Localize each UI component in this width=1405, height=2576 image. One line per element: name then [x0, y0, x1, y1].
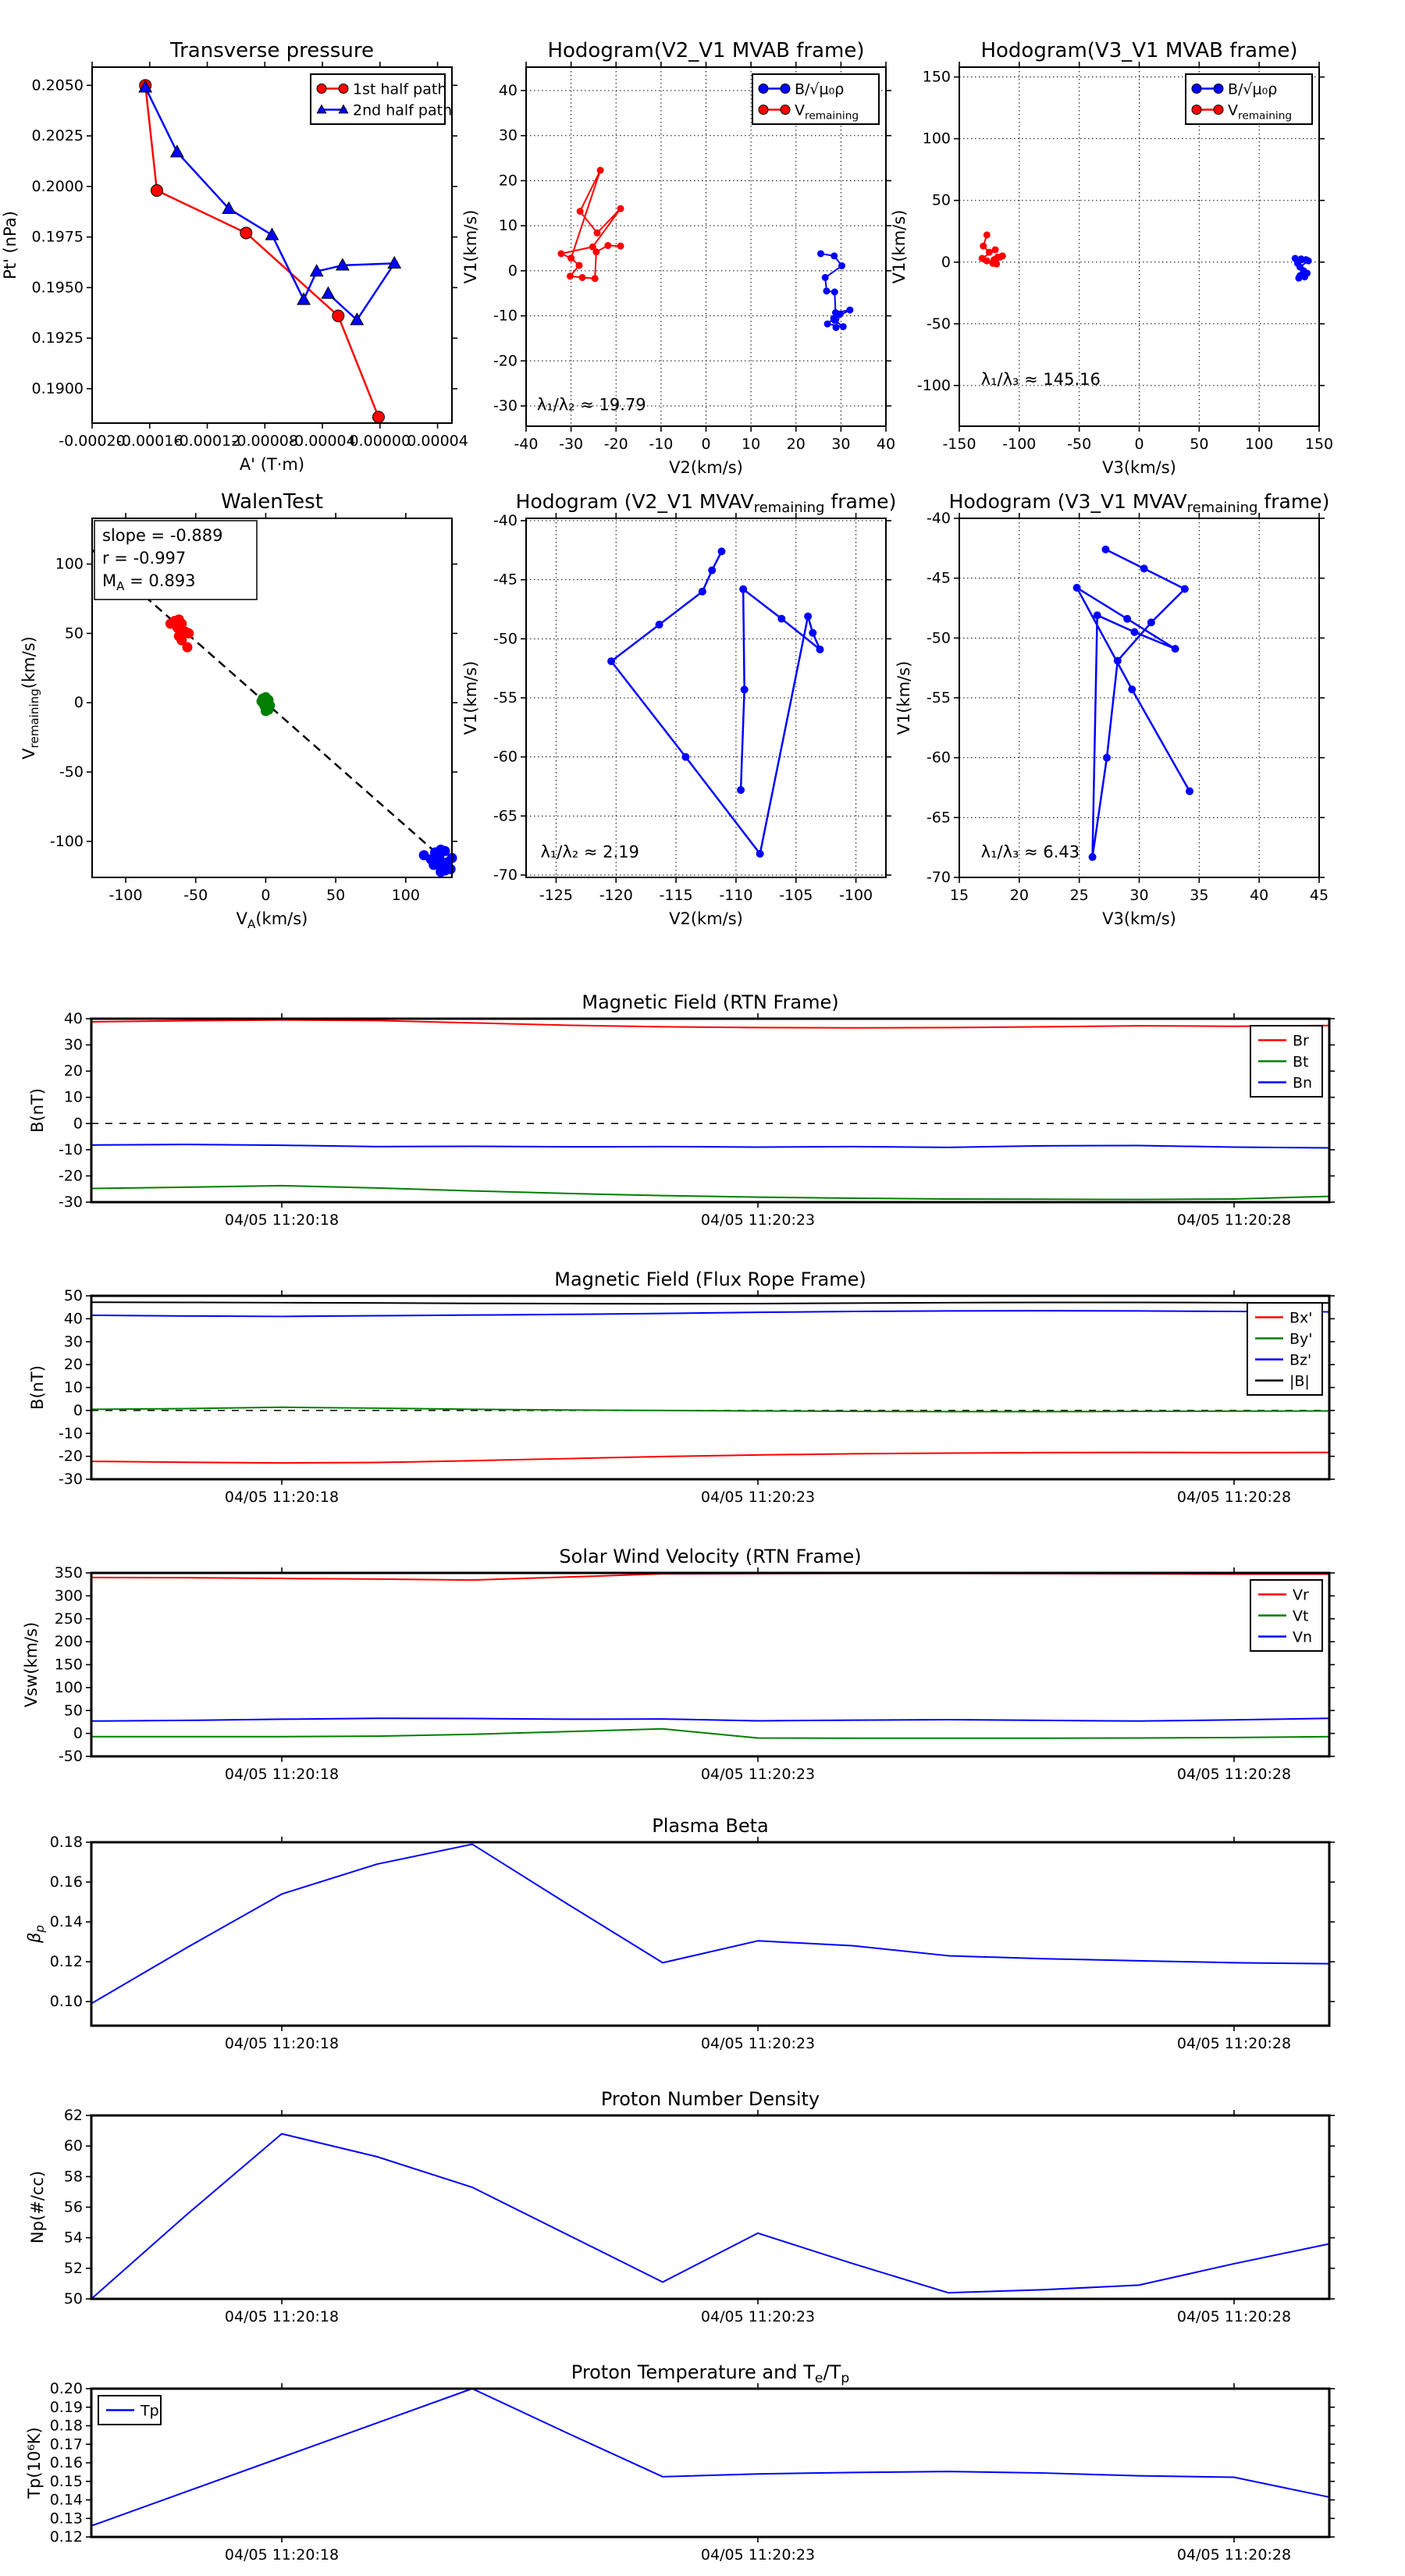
svg-text:04/05 11:20:23: 04/05 11:20:23: [700, 2035, 816, 2052]
svg-text:-0.00016: -0.00016: [116, 432, 183, 450]
chart-proton-temperature: [25, 2361, 1329, 2564]
svg-text:2nd half path: 2nd half path: [353, 101, 453, 119]
proton-number-density-svg: [28, 2088, 1329, 2325]
svg-text:100: 100: [1245, 436, 1274, 453]
svg-text:-0.00012: -0.00012: [173, 432, 241, 450]
svg-text:slope = -0.889: slope = -0.889: [102, 526, 223, 545]
svg-text:40: 40: [498, 82, 518, 100]
svg-text:52: 52: [63, 2259, 83, 2277]
svg-text:0: 0: [701, 436, 711, 453]
svg-text:-100: -100: [1002, 436, 1037, 453]
svg-text:0.1925: 0.1925: [31, 329, 84, 347]
svg-text:-0.00020: -0.00020: [59, 432, 126, 450]
svg-text:30: 30: [1129, 887, 1149, 904]
svg-text:-115: -115: [659, 887, 693, 904]
svg-text:-10: -10: [58, 1140, 83, 1158]
svg-text:04/05 11:20:23: 04/05 11:20:23: [700, 2308, 816, 2325]
svg-text:0.19: 0.19: [49, 2398, 83, 2416]
walen-test-svg: [20, 490, 452, 931]
svg-text:04/05 11:20:18: 04/05 11:20:18: [224, 1489, 340, 1506]
svg-text:-0.00004: -0.00004: [289, 432, 356, 450]
svg-text:0.18: 0.18: [49, 1834, 83, 1851]
svg-text:0.14: 0.14: [49, 1913, 83, 1931]
svg-text:Magnetic Field (Flux Rope Fram: Magnetic Field (Flux Rope Frame): [554, 1268, 866, 1290]
svg-text:-60: -60: [493, 748, 518, 766]
svg-text:60: 60: [63, 2137, 83, 2155]
svg-text:|B|: |B|: [1289, 1372, 1310, 1390]
svg-text:0.20: 0.20: [49, 2380, 83, 2397]
svg-text:Plasma Beta: Plasma Beta: [652, 1815, 769, 1837]
svg-text:50: 50: [1190, 436, 1209, 453]
svg-text:λ₁/λ₂ ≈ 19.79: λ₁/λ₂ ≈ 19.79: [536, 395, 646, 415]
svg-text:0.1975: 0.1975: [31, 228, 84, 246]
svg-text:V2(km/s): V2(km/s): [669, 909, 743, 928]
svg-text:-10: -10: [58, 1425, 83, 1443]
svg-text:1st half path: 1st half path: [353, 80, 447, 98]
svg-text:0.1900: 0.1900: [31, 379, 84, 397]
svg-text:04/05 11:20:28: 04/05 11:20:28: [1176, 2308, 1292, 2325]
svg-text:-30: -30: [493, 397, 518, 415]
svg-text:0.2000: 0.2000: [31, 177, 84, 195]
svg-text:Vt: Vt: [1293, 1607, 1309, 1625]
svg-text:0.10: 0.10: [49, 1993, 83, 2011]
svg-text:-55: -55: [926, 689, 951, 706]
svg-text:-110: -110: [719, 887, 753, 904]
svg-text:-65: -65: [493, 807, 518, 825]
svg-text:By': By': [1289, 1330, 1313, 1348]
svg-text:10: 10: [63, 1379, 83, 1397]
svg-text:-105: -105: [779, 887, 813, 904]
svg-text:Hodogram(V3_V1 MVAB frame): Hodogram(V3_V1 MVAB frame): [980, 39, 1298, 62]
svg-text:-55: -55: [493, 689, 518, 706]
svg-text:50: 50: [326, 887, 346, 904]
svg-text:B/√μ₀ρ: B/√μ₀ρ: [795, 80, 845, 98]
svg-text:-65: -65: [926, 809, 951, 827]
svg-text:30: 30: [63, 1036, 83, 1054]
svg-text:30: 30: [498, 126, 518, 144]
svg-text:λ₁/λ₂ ≈ 2.19: λ₁/λ₂ ≈ 2.19: [540, 842, 639, 862]
svg-text:B(nT): B(nT): [28, 1088, 47, 1133]
svg-text:0: 0: [1134, 436, 1144, 453]
svg-text:40: 40: [63, 1010, 83, 1027]
svg-text:A' (T·m): A' (T·m): [239, 455, 305, 474]
svg-text:0: 0: [73, 694, 84, 712]
svg-text:Hodogram (V3_V1 MVAVremaining: Hodogram (V3_V1 $MVAV_{remaining}$ frame): [948, 490, 1330, 516]
svg-text:Hodogram(V2_V1 MVAB frame): Hodogram(V2_V1 MVAB frame): [547, 39, 865, 62]
svg-text:0: 0: [73, 1401, 83, 1419]
svg-text:30: 30: [831, 436, 851, 453]
svg-text:54: 54: [63, 2229, 83, 2247]
svg-text:50: 50: [63, 1287, 83, 1304]
svg-text:V2(km/s): V2(km/s): [669, 458, 743, 477]
svg-text:Bx': Bx': [1289, 1309, 1313, 1327]
svg-text:-0.00008: -0.00008: [231, 432, 298, 450]
svg-text:50: 50: [931, 191, 951, 209]
svg-text:-20: -20: [493, 352, 518, 370]
svg-text:B(nT): B(nT): [28, 1365, 47, 1410]
svg-text:r = -0.997: r = -0.997: [102, 549, 187, 568]
hodogram-v2v1-mvab-svg: [461, 39, 896, 477]
svg-text:-120: -120: [599, 887, 633, 904]
svg-text:-45: -45: [493, 571, 518, 589]
svg-text:Vremaining: $V_{remaining}$: [795, 101, 859, 123]
svg-text:Hodogram (V2_V1 MVAVremaining: Hodogram (V2_V1 $MVAV_{remaining}$ frame): [515, 490, 897, 516]
svg-text:350: 350: [54, 1564, 83, 1582]
svg-text:40: 40: [63, 1310, 83, 1328]
svg-text:Vsw(km/s): Vsw(km/s): [22, 1621, 41, 1708]
svg-text:Proton Number Density: Proton Number Density: [600, 2088, 820, 2110]
svg-text:Magnetic Field (RTN Frame): Magnetic Field (RTN Frame): [582, 991, 839, 1013]
svg-text:-60: -60: [926, 749, 951, 767]
svg-text:Vremaining: $V_{remaining}$: [1228, 101, 1293, 123]
svg-text:Solar Wind Velocity (RTN Frame: Solar Wind Velocity (RTN Frame): [559, 1546, 862, 1567]
svg-text:-40: -40: [926, 510, 951, 527]
svg-text:V3(km/s): V3(km/s): [1102, 909, 1176, 928]
svg-text:-30: -30: [58, 1194, 83, 1211]
svg-text:04/05 11:20:28: 04/05 11:20:28: [1176, 2035, 1292, 2052]
svg-text:B/√μ₀ρ: B/√μ₀ρ: [1228, 80, 1278, 98]
svg-text:-40: -40: [493, 512, 518, 530]
svg-text:100: 100: [54, 1678, 83, 1696]
svg-text:0.17: 0.17: [49, 2435, 83, 2453]
svg-text:0: 0: [507, 262, 518, 279]
magnetic-field-rtn-svg: [28, 991, 1329, 1229]
svg-text:-70: -70: [493, 866, 518, 884]
svg-text:04/05 11:20:28: 04/05 11:20:28: [1176, 1766, 1292, 1783]
svg-text:50: 50: [64, 624, 84, 642]
svg-text:-30: -30: [559, 436, 584, 453]
chart-hodogram-v3v1-mvav: [895, 490, 1330, 928]
svg-text:-100: -100: [108, 887, 143, 904]
svg-text:40: 40: [1250, 887, 1269, 904]
chart-magnetic-field-rtn: [28, 991, 1329, 1229]
svg-text:10: 10: [742, 436, 761, 453]
svg-text:04/05 11:20:28: 04/05 11:20:28: [1176, 1489, 1292, 1506]
svg-text:-20: -20: [603, 436, 628, 453]
svg-text:Vr: Vr: [1293, 1586, 1309, 1604]
svg-text:0.00000: 0.00000: [349, 432, 411, 450]
svg-text:V1(km/s): V1(km/s): [890, 209, 909, 284]
svg-text:WalenTest: WalenTest: [221, 490, 323, 514]
svg-text:V1(km/s): V1(km/s): [461, 660, 480, 735]
hodogram-v3v1-mvav-svg: [895, 490, 1330, 928]
svg-text:Vn: Vn: [1293, 1628, 1313, 1646]
svg-text:50: 50: [63, 1702, 83, 1720]
hodogram-v2v1-mvav-svg: [461, 490, 897, 928]
chart-hodogram-v2v1-mvab: [461, 39, 896, 477]
svg-text:0.15: 0.15: [49, 2472, 83, 2490]
proton-temperature-svg: [25, 2361, 1329, 2564]
chart-transverse-pressure: [1, 39, 468, 474]
svg-text:25: 25: [1069, 887, 1089, 904]
svg-text:100: 100: [922, 130, 951, 148]
svg-text:0.1950: 0.1950: [31, 279, 84, 297]
svg-text:-40: -40: [514, 436, 539, 453]
svg-text:20: 20: [786, 436, 806, 453]
svg-text:V1(km/s): V1(km/s): [895, 660, 913, 735]
svg-text:Bt: Bt: [1293, 1053, 1309, 1071]
svg-text:-100: -100: [49, 832, 84, 850]
svg-text:VA(km/s): $V_A(km/s)$: [236, 909, 308, 931]
svg-text:0.16: 0.16: [49, 2454, 83, 2471]
svg-text:βp: $\beta_p$: [25, 1925, 47, 1943]
svg-text:04/05 11:20:23: 04/05 11:20:23: [700, 1489, 816, 1506]
svg-text:-10: -10: [493, 307, 518, 325]
svg-text:04/05 11:20:18: 04/05 11:20:18: [224, 1766, 340, 1783]
svg-text:40: 40: [876, 436, 896, 453]
svg-text:0.12: 0.12: [49, 1953, 83, 1971]
svg-text:0.12: 0.12: [49, 2528, 83, 2546]
svg-text:-125: -125: [539, 887, 573, 904]
svg-text:04/05 11:20:18: 04/05 11:20:18: [224, 2308, 340, 2325]
svg-text:Bn: Bn: [1293, 1074, 1313, 1092]
chart-hodogram-v2v1-mvav: [461, 490, 897, 928]
svg-text:58: 58: [63, 2168, 83, 2186]
svg-text:200: 200: [54, 1633, 83, 1651]
svg-text:Transverse pressure: Transverse pressure: [170, 39, 374, 62]
svg-text:04/05 11:20:28: 04/05 11:20:28: [1176, 2546, 1292, 2564]
svg-text:30: 30: [63, 1332, 83, 1350]
svg-text:Br: Br: [1293, 1032, 1309, 1050]
svg-text:0.18: 0.18: [49, 2417, 83, 2435]
svg-text:-100: -100: [839, 887, 873, 904]
svg-text:-10: -10: [649, 436, 674, 453]
chart-magnetic-field-flux-rope: [28, 1268, 1329, 1506]
svg-text:04/05 11:20:18: 04/05 11:20:18: [224, 2035, 340, 2052]
svg-text:0: 0: [73, 1724, 83, 1742]
chart-hodogram-v3v1-mvab: [890, 39, 1334, 477]
svg-text:-100: -100: [916, 376, 951, 394]
svg-text:45: 45: [1309, 887, 1329, 904]
svg-text:300: 300: [54, 1587, 83, 1605]
svg-text:-20: -20: [58, 1447, 83, 1465]
svg-text:150: 150: [1304, 436, 1334, 453]
svg-text:-20: -20: [58, 1167, 83, 1185]
svg-text:04/05 11:20:18: 04/05 11:20:18: [224, 1212, 340, 1229]
svg-text:Np(#/cc): Np(#/cc): [28, 2170, 47, 2244]
svg-text:0.14: 0.14: [49, 2491, 83, 2509]
svg-text:-70: -70: [926, 869, 951, 886]
svg-text:10: 10: [63, 1088, 83, 1106]
magnetic-field-flux-rope-svg: [28, 1268, 1329, 1506]
svg-text:20: 20: [63, 1062, 83, 1080]
svg-text:20: 20: [63, 1356, 83, 1374]
svg-text:20: 20: [498, 172, 518, 190]
svg-text:04/05 11:20:28: 04/05 11:20:28: [1176, 1212, 1292, 1229]
chart-proton-number-density: [28, 2088, 1329, 2325]
svg-text:10: 10: [498, 217, 518, 235]
svg-text:0.2025: 0.2025: [31, 127, 84, 145]
svg-text:-50: -50: [926, 315, 951, 333]
svg-text:100: 100: [55, 555, 84, 573]
solar-wind-velocity-svg: [22, 1546, 1329, 1783]
svg-text:-50: -50: [1067, 436, 1092, 453]
svg-text:Bz': Bz': [1289, 1351, 1312, 1369]
transverse-pressure-svg: [1, 39, 468, 474]
svg-text:0: 0: [261, 887, 271, 904]
svg-text:04/05 11:20:23: 04/05 11:20:23: [700, 2546, 816, 2564]
svg-text:-50: -50: [926, 629, 951, 647]
svg-text:15: 15: [949, 887, 969, 904]
svg-text:-45: -45: [926, 569, 951, 587]
svg-text:0.2050: 0.2050: [31, 76, 84, 94]
svg-text:V1(km/s): V1(km/s): [461, 209, 480, 284]
hodogram-v3v1-mvab-svg: [890, 39, 1334, 477]
svg-text:Tp: Tp: [140, 2402, 159, 2420]
svg-text:35: 35: [1190, 887, 1209, 904]
svg-text:62: 62: [63, 2107, 83, 2124]
svg-text:150: 150: [922, 68, 951, 86]
svg-text:λ₁/λ₃ ≈ 6.43: λ₁/λ₃ ≈ 6.43: [980, 842, 1080, 862]
svg-text:100: 100: [391, 887, 420, 904]
svg-text:150: 150: [54, 1656, 83, 1674]
chart-walen-test: [20, 490, 452, 931]
svg-text:-50: -50: [59, 763, 84, 781]
svg-text:0: 0: [941, 253, 951, 271]
svg-text:0.13: 0.13: [49, 2510, 83, 2528]
chart-solar-wind-velocity: [22, 1546, 1329, 1783]
svg-text:-50: -50: [183, 887, 208, 904]
svg-text:λ₁/λ₃ ≈ 145.16: λ₁/λ₃ ≈ 145.16: [980, 370, 1101, 390]
svg-text:0: 0: [73, 1115, 83, 1133]
svg-text:MA = 0.893: $M_A = 0.893$: [102, 571, 196, 593]
svg-text:Proton Temperature and Te/Tp: Proton Temperature and $T_e/T_p$: [571, 2361, 850, 2386]
svg-text:-50: -50: [493, 630, 518, 648]
svg-text:250: 250: [54, 1610, 83, 1628]
svg-text:-150: -150: [942, 436, 976, 453]
chart-plasma-beta: [25, 1815, 1329, 2052]
svg-text:04/05 11:20:23: 04/05 11:20:23: [700, 1212, 816, 1229]
svg-text:20: 20: [1009, 887, 1029, 904]
svg-text:Tp(10⁶K): Tp(10⁶K): [25, 2427, 44, 2499]
svg-text:04/05 11:20:23: 04/05 11:20:23: [700, 1766, 816, 1783]
svg-text:Pt' (nPa): Pt' (nPa): [1, 211, 20, 279]
svg-text:-30: -30: [58, 1471, 83, 1488]
svg-text:50: 50: [63, 2290, 83, 2307]
svg-text:04/05 11:20:18: 04/05 11:20:18: [224, 2546, 340, 2564]
svg-text:Vremaining(km/s): $V_{remaining}(km/s)$: [20, 636, 41, 760]
svg-text:-50: -50: [58, 1748, 83, 1765]
svg-text:V3(km/s): V3(km/s): [1102, 458, 1176, 477]
svg-text:56: 56: [63, 2198, 83, 2216]
svg-text:0.16: 0.16: [49, 1873, 83, 1891]
svg-text:0.00004: 0.00004: [407, 432, 468, 450]
